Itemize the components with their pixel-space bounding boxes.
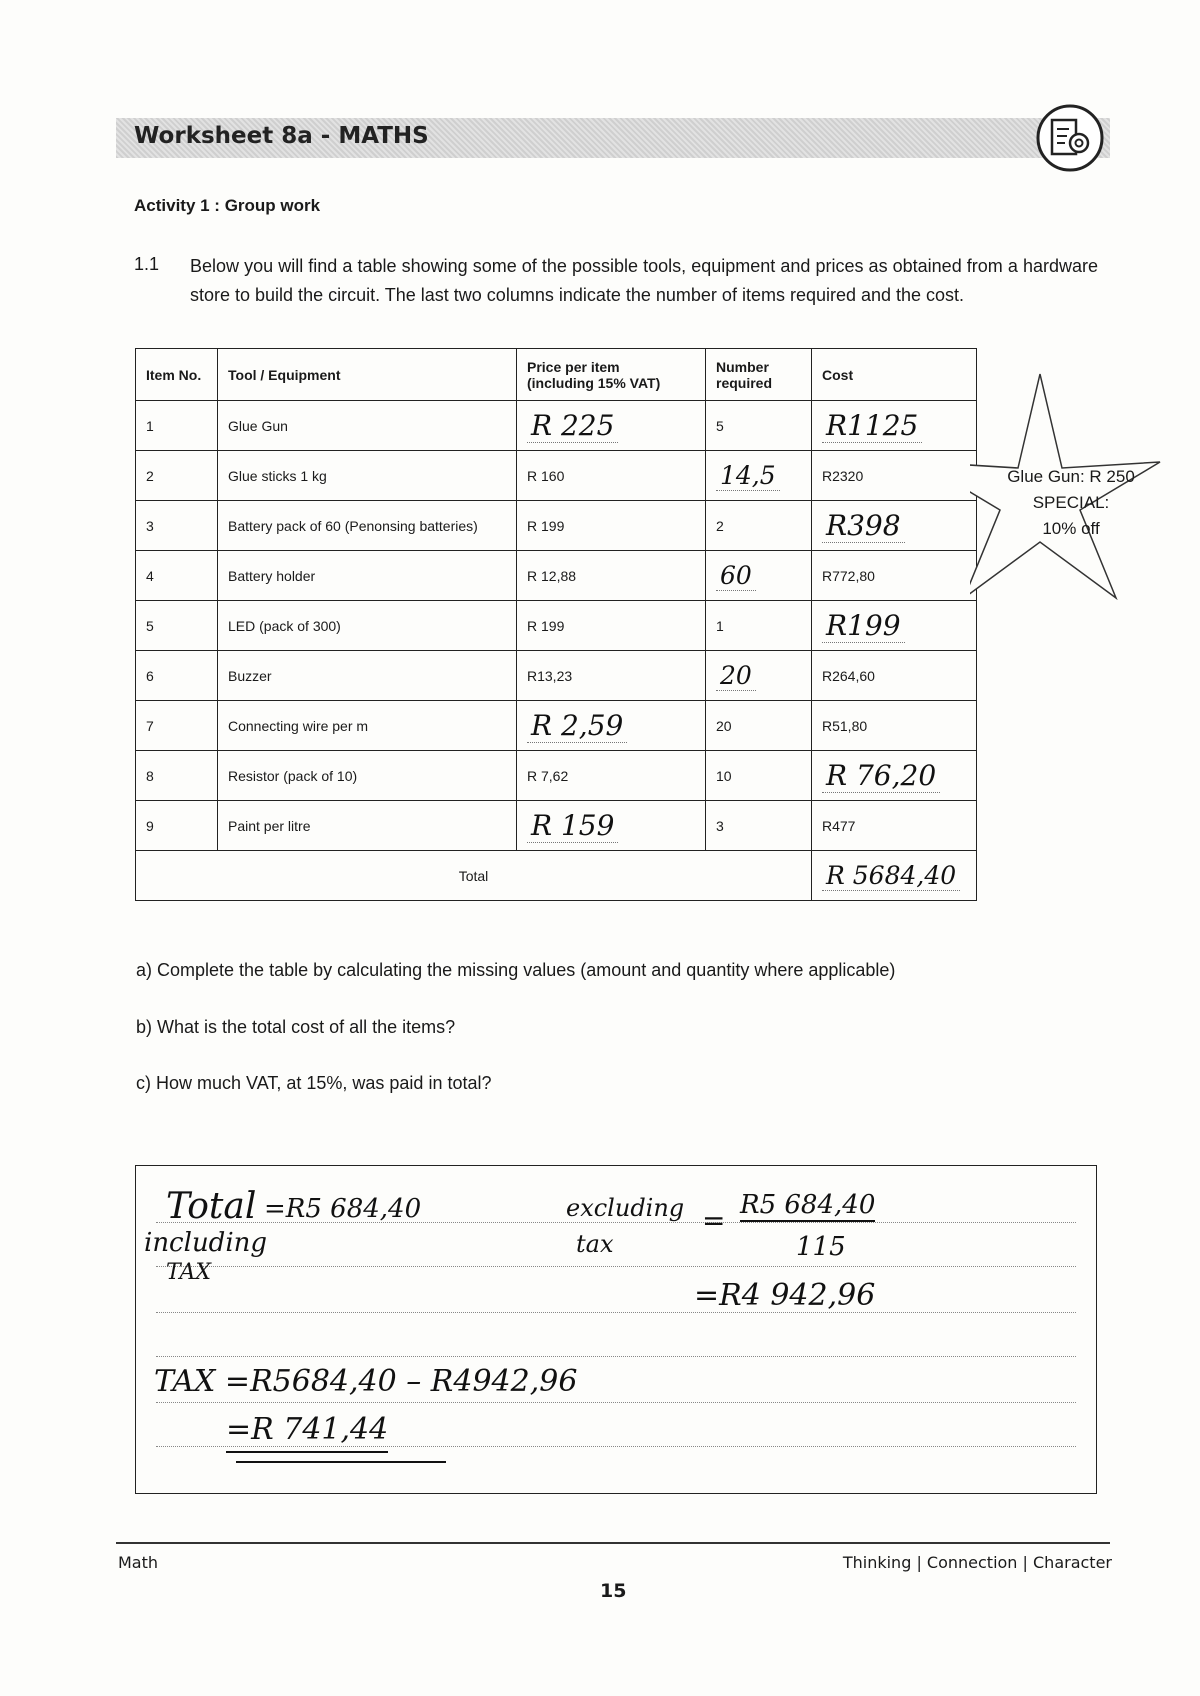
cell-number (706, 651, 812, 701)
cell-price (517, 801, 706, 851)
table-row (136, 401, 977, 451)
answer-excluding: excluding (566, 1194, 685, 1222)
question-text: Below you will find a table showing some of the possible tools, equipment and prices as obtained from a hardware store to build the circuit. The last two columns indicate the number of items required and the cost. (190, 256, 1098, 305)
handwritten-price: R 159 (527, 809, 618, 843)
table-total-row (136, 851, 977, 901)
cell-number: 2 (706, 501, 812, 551)
answer-tax-word2: tax (576, 1230, 614, 1258)
answer-including: including (144, 1228, 268, 1258)
worksheet-header-bar (116, 118, 1110, 158)
cell-tool: Paint per litre (218, 801, 517, 851)
cell-no: 8 (136, 751, 218, 801)
answer-line (156, 1402, 1076, 1403)
cell-no: 6 (136, 651, 218, 701)
cell-no: 9 (136, 801, 218, 851)
handwritten-total: R 5684,40 (822, 861, 960, 891)
handwritten-cost: R398 (822, 509, 905, 543)
header-number-line1: Number (716, 358, 769, 375)
table-row (136, 801, 977, 851)
header-tool: Tool / Equipment (218, 349, 517, 401)
total-label: Total (136, 851, 812, 901)
cell-price: R 160 (517, 451, 706, 501)
star-note-line2: SPECIAL: (1032, 493, 1110, 512)
cell-cost (812, 601, 977, 651)
activity-title: Activity 1 : Group work (134, 196, 321, 215)
star-note-line1: Glue Gun: R 250 (1007, 467, 1135, 486)
star-note-line3: 10% off (1042, 519, 1100, 538)
cell-cost: R772,80 (812, 551, 977, 601)
table-row (136, 701, 977, 751)
answer-excl-result: =R4 942,96 (694, 1278, 876, 1313)
table-row (136, 451, 977, 501)
answer-tax-calc: TAX =R5684,40 – R4942,96 (154, 1364, 578, 1399)
header-price (517, 349, 706, 401)
cell-tool: Buzzer (218, 651, 517, 701)
cell-number: 20 (706, 701, 812, 751)
cell-cost: R477 (812, 801, 977, 851)
cell-no: 5 (136, 601, 218, 651)
worksheet-title: Worksheet 8a - MATHS (134, 123, 429, 149)
cell-price: R13,23 (517, 651, 706, 701)
document-gear-icon (1035, 103, 1105, 173)
cell-price (517, 401, 706, 451)
cell-no: 7 (136, 701, 218, 751)
answer-line (156, 1266, 1076, 1267)
table-header-row (136, 349, 977, 401)
cell-cost: R51,80 (812, 701, 977, 751)
answer-line (156, 1356, 1076, 1357)
handwritten-cost: R 76,20 (822, 759, 940, 793)
answer-total-word: Total (166, 1186, 257, 1227)
header-number-line2: required (716, 374, 773, 391)
cell-no: 4 (136, 551, 218, 601)
answer-underline (236, 1461, 446, 1463)
cell-number (706, 551, 812, 601)
answer-tax-result: =R 741,44 (226, 1412, 388, 1453)
cell-price: R 7,62 (517, 751, 706, 801)
answer-box (135, 1165, 1097, 1494)
footer-tagline: Thinking | Connection | Character (842, 1553, 1112, 1572)
cell-price: R 12,88 (517, 551, 706, 601)
handwritten-cost: R199 (822, 609, 905, 643)
cell-no: 3 (136, 501, 218, 551)
answer-equals: = (702, 1204, 726, 1237)
table-row (136, 601, 977, 651)
cell-tool: LED (pack of 300) (218, 601, 517, 651)
cell-cost (812, 501, 977, 551)
handwritten-number: 20 (716, 661, 756, 691)
handwritten-price: R 2,59 (527, 709, 627, 743)
header-price-line2: (including 15% VAT) (527, 374, 661, 391)
cell-number: 1 (706, 601, 812, 651)
cell-cost (812, 401, 977, 451)
cell-tool: Battery holder (218, 551, 517, 601)
page-number: 15 (600, 1580, 627, 1602)
cell-tool: Connecting wire per m (218, 701, 517, 751)
cell-no: 1 (136, 401, 218, 451)
answer-total-value: =R5 684,40 (264, 1194, 422, 1224)
cell-no: 2 (136, 451, 218, 501)
footer-subject: Math (118, 1553, 159, 1572)
table-row (136, 651, 977, 701)
answer-line (156, 1312, 1076, 1313)
answer-numerator: R5 684,40 (740, 1190, 876, 1220)
handwritten-cost: R1125 (822, 409, 922, 443)
cell-cost: R264,60 (812, 651, 977, 701)
cell-price (517, 701, 706, 751)
star-special-note (976, 464, 1166, 542)
cell-tool: Resistor (pack of 10) (218, 751, 517, 801)
sub-question-c: c) How much VAT, at 15%, was paid in total? (136, 1073, 492, 1093)
equipment-table (135, 348, 977, 901)
cell-tool: Battery pack of 60 (Penonsing batteries) (218, 501, 517, 551)
question-number: 1.1 (134, 254, 160, 274)
cell-price: R 199 (517, 601, 706, 651)
cell-price: R 199 (517, 501, 706, 551)
cell-number (706, 451, 812, 501)
table-row (136, 751, 977, 801)
cell-total-cost (812, 851, 977, 901)
footer-rule (116, 1542, 1110, 1544)
answer-denominator: 115 (796, 1232, 846, 1262)
handwritten-number: 60 (716, 561, 756, 591)
sub-question-a: a) Complete the table by calculating the missing values (amount and quantity where applicable) (136, 960, 896, 980)
handwritten-price: R 225 (527, 409, 618, 443)
cell-number: 3 (706, 801, 812, 851)
cell-tool: Glue sticks 1 kg (218, 451, 517, 501)
header-cost: Cost (812, 349, 977, 401)
header-price-line1: Price per item (527, 358, 620, 375)
header-item-no: Item No. (136, 349, 218, 401)
cell-number: 10 (706, 751, 812, 801)
cell-number: 5 (706, 401, 812, 451)
handwritten-number: 14,5 (716, 461, 780, 491)
sub-question-b: b) What is the total cost of all the items? (136, 1017, 456, 1037)
answer-tax-word: TAX (166, 1260, 212, 1285)
cell-cost: R2320 (812, 451, 977, 501)
table-row (136, 551, 977, 601)
cell-cost (812, 751, 977, 801)
table-row (136, 501, 977, 551)
cell-tool: Glue Gun (218, 401, 517, 451)
header-number (706, 349, 812, 401)
